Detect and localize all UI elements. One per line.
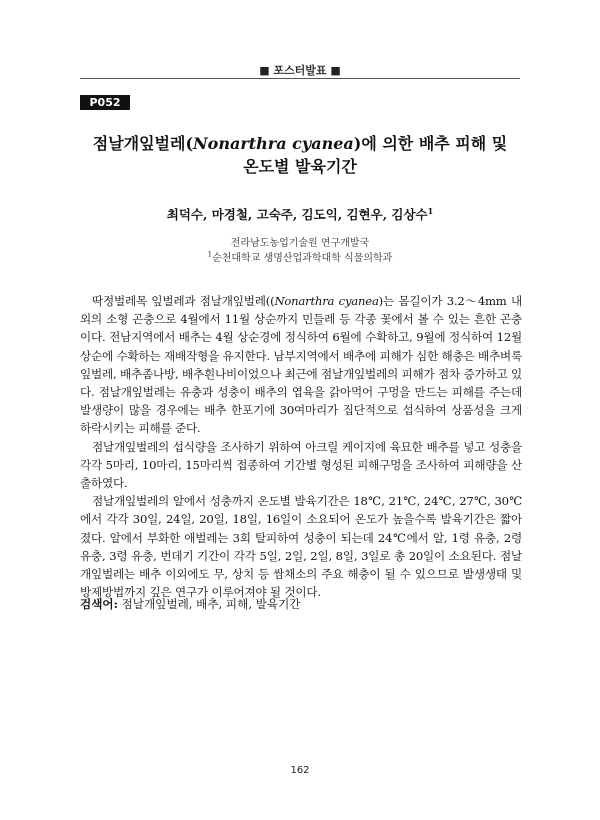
affiliation-2-text: 순천대학교 생명산업과학대학 식물의학과 bbox=[212, 253, 393, 264]
affiliation-superscript: 1 bbox=[207, 250, 213, 259]
page-number: 162 bbox=[290, 765, 310, 776]
keywords-label: 검색어: bbox=[80, 597, 118, 611]
p1-text-a: 딱정벌레목 잎벌레과 점날개잎벌레(( bbox=[92, 294, 275, 308]
title-species: Nonarthra cyanea bbox=[193, 134, 354, 153]
author-names: 최덕수, 마경철, 고숙주, 김도익, 김현우, 김상수 bbox=[166, 207, 428, 222]
p1-text-b: )는 몸길이가 3.2～4mm 내외의 소형 곤충으로 4월에서 11월 상순까지 민들레 등 각종 꽃에서 볼 수 있는 흔한 곤충이다. 전남지역에서 배추는 4월 상순경에 정식하여 6월에 수확하고, 9월에 정식하여 12월 상순에 수확하는 재배작형을 유지한다. 남부지역에서 배추에 피해가 심한 해충은 배추벼룩잎벌레, 배추좀나방, 배추흰나비이었으나 최근에 점날개잎벌레의 피해가 점차 증가하고 있다. 점날개잎벌레는 유충과 성충이 배추의 엽육을 갉아먹어 구멍을 만드는 피해를 주는데 발생량이 많을 경우에는 배추 한포기에 30여마리가 집단적으로 섭식하여 상품성을 크게 하락시키는 피해를 준다. bbox=[80, 294, 522, 436]
author-list bbox=[60, 205, 540, 223]
header-divider bbox=[80, 78, 520, 79]
affiliation-2 bbox=[60, 249, 540, 264]
abstract-body bbox=[80, 292, 522, 601]
abstract-paragraph-2: 점날개잎벌레의 섭식량을 조사하기 위하여 아크릴 케이지에 육묘한 배추를 넣고 성충을 각각 5마리, 10마리, 15마리씩 접종하여 기간별 형성된 피해구멍을 조사하여 피해량을 산출하였다. bbox=[80, 439, 522, 491]
title-part2: )에 의한 배추 피해 및 bbox=[353, 134, 508, 153]
keywords bbox=[80, 596, 522, 612]
keywords-text: 점날개잎벌레, 배추, 피해, 발육기간 bbox=[121, 597, 301, 611]
poster-code-badge: P052 bbox=[80, 95, 130, 110]
abstract-paragraph-1 bbox=[80, 292, 522, 438]
abstract-paragraph-3: 점날개잎벌레의 알에서 성충까지 온도별 발육기간은 18℃, 21℃, 24℃, 27℃, 30℃에서 각각 30일, 24일, 20일, 18일, 16일이 소요되어 온도가 높을수록 발육기간은 짧아졌다. 알에서 부화한 애벌레는 3회 탈피하여 성충이 되는데 24℃에서 알, 1령 유충, 2령 유충, 3령 유충, 번데기 기간이 각각 5일, 2일, 2일, 8일, 3일로 총 20일이 소요된다. 점날개잎벌레는 배추 이외에도 무, 상치 등 쌈채소의 주요 해충이 될 수 있으므로 발생생태 및 방제방법까지 깊은 연구가 이루어져야 될 것이다. bbox=[80, 494, 522, 600]
title-line2: 온도별 발육기간 bbox=[243, 157, 357, 176]
title-part1: 점날개잎벌레( bbox=[92, 134, 194, 153]
section-header: ■ 포스터발표 ■ bbox=[259, 64, 341, 77]
p1-species: Nonarthra cyanea bbox=[274, 294, 379, 308]
affiliation-1: 전라남도농업기술원 연구개발국 bbox=[230, 238, 370, 249]
author-superscript: 1 bbox=[427, 205, 434, 216]
paper-title bbox=[60, 132, 540, 178]
